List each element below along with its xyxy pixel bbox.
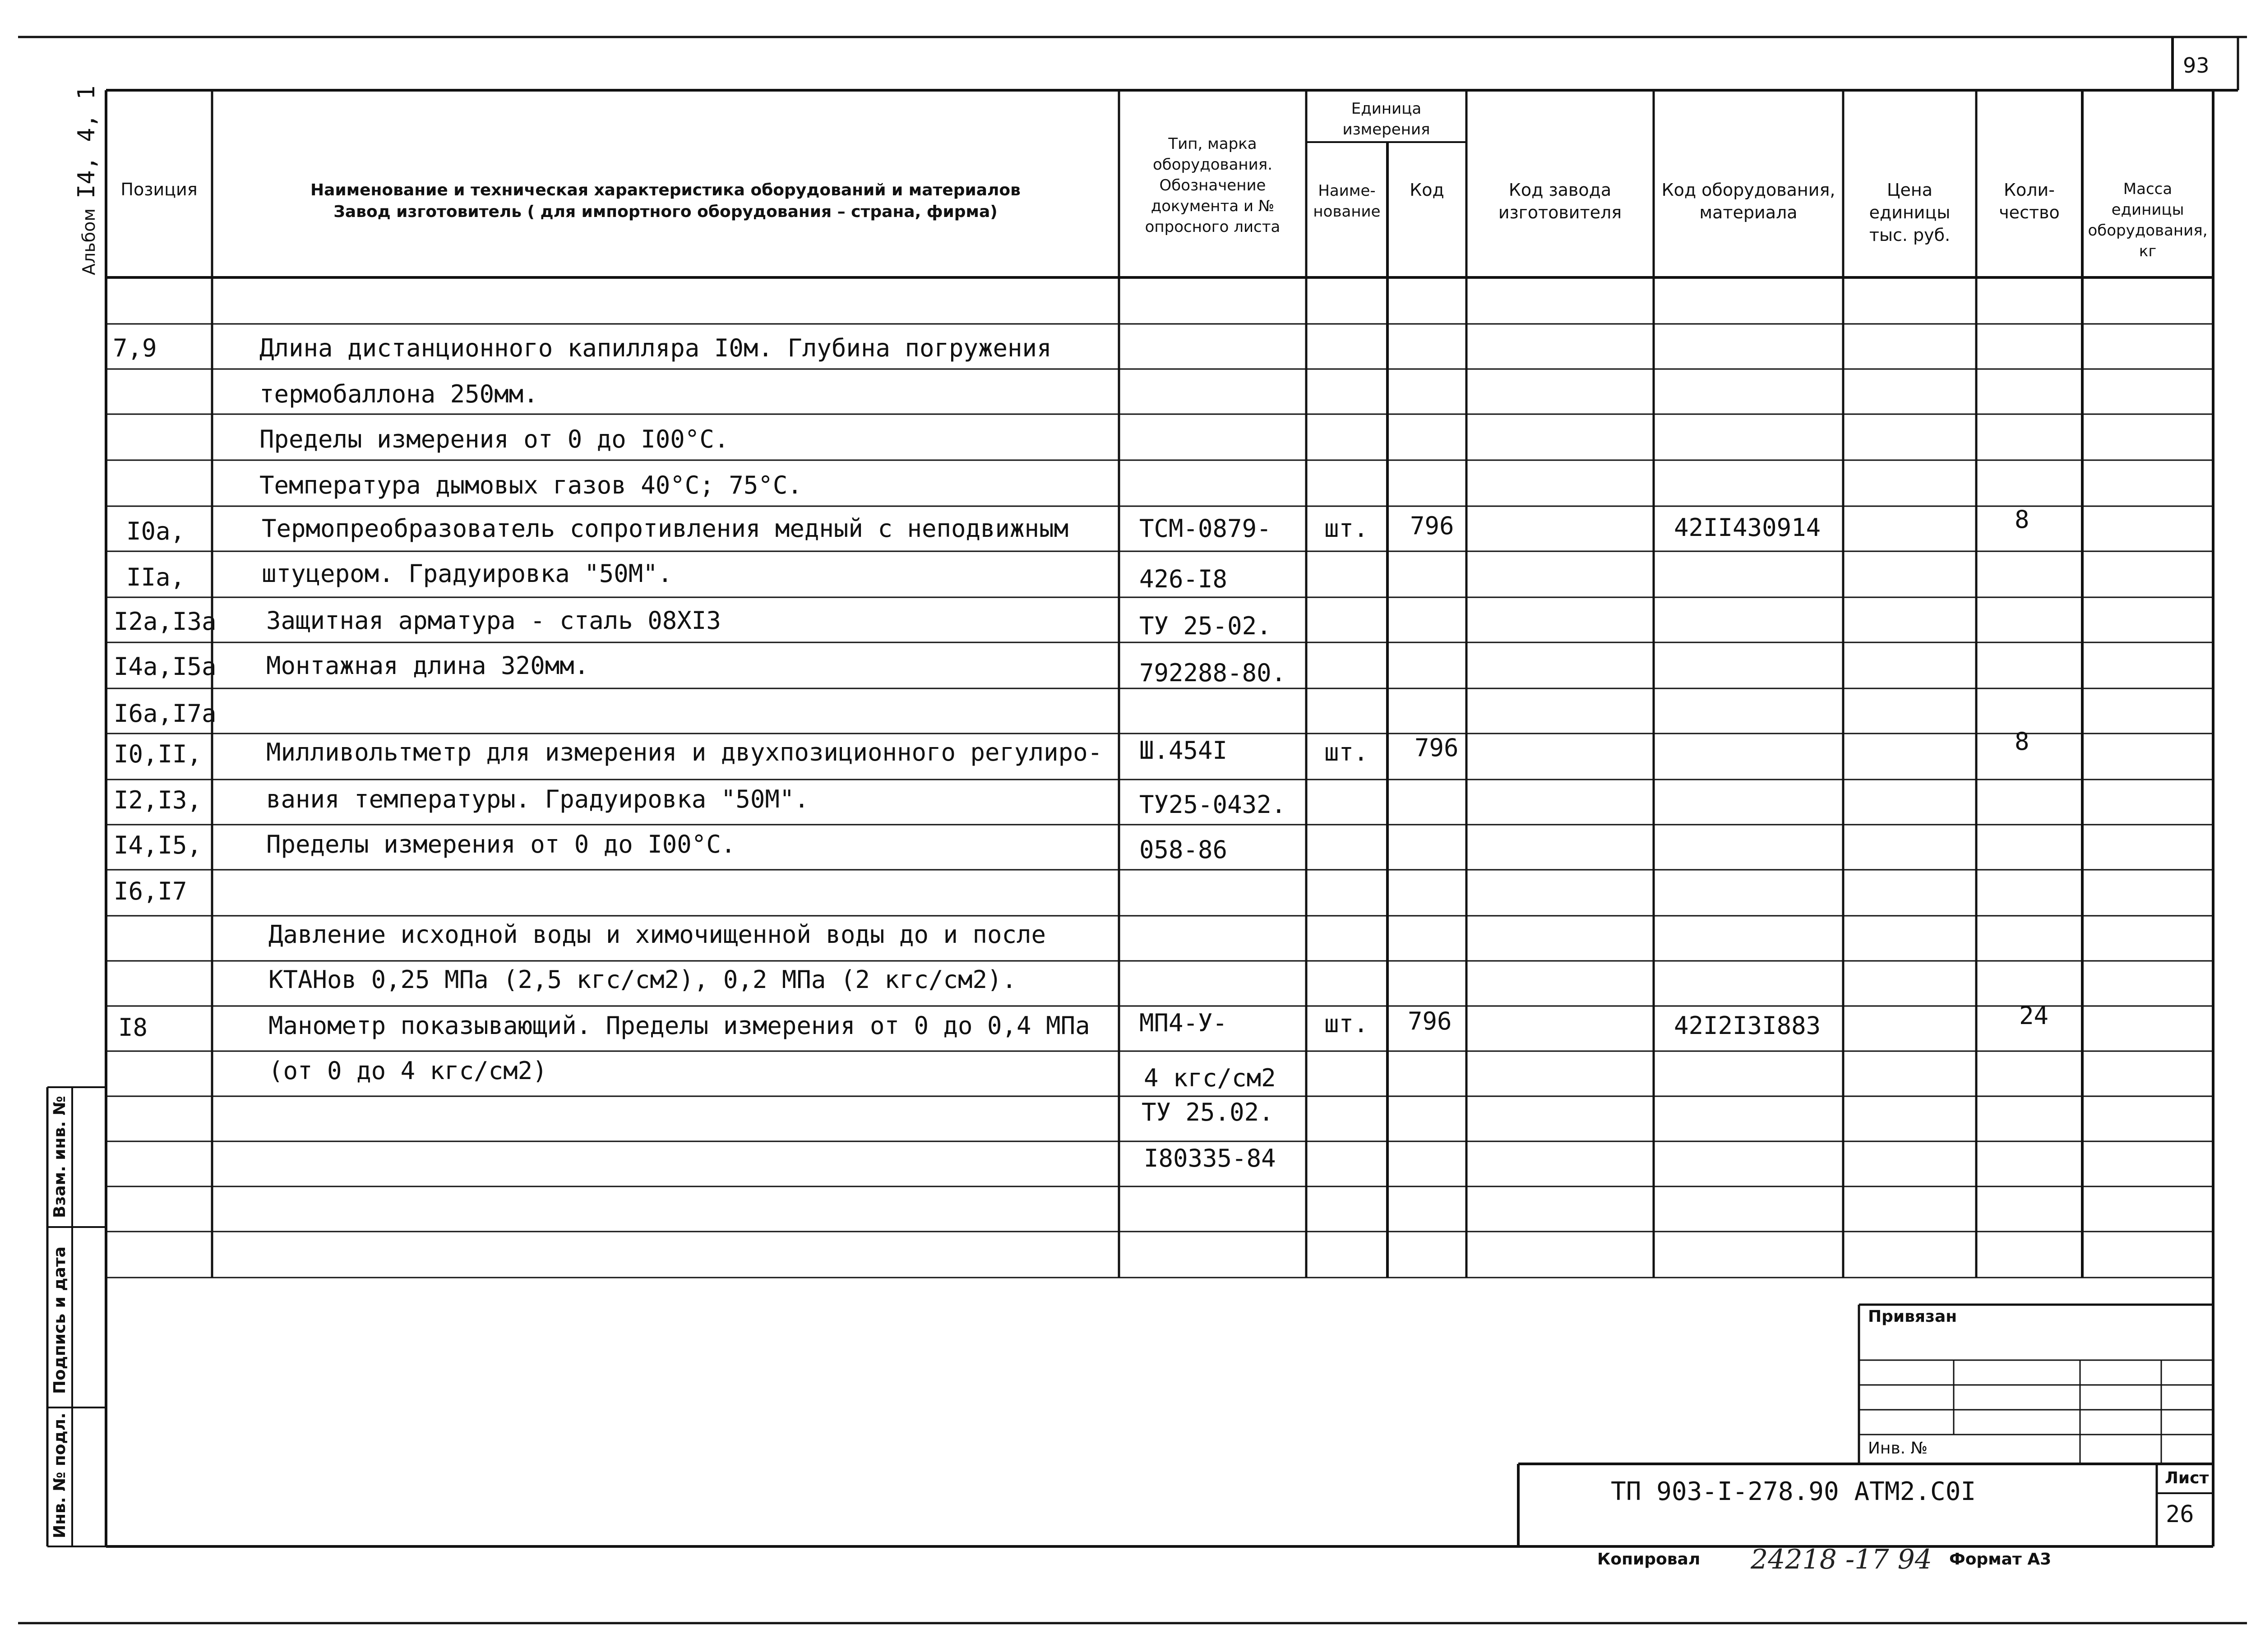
header-unit-line: измерения bbox=[1342, 120, 1430, 138]
row-name: Пределы измерения от 0 до I00°C. bbox=[266, 830, 736, 858]
header-name-line1: Наименование и техническая характеристика оборудований и материалов bbox=[310, 181, 1021, 199]
row-position: I0,II, bbox=[114, 740, 202, 768]
row-position: I8 bbox=[118, 1013, 148, 1042]
footer-handwritten-number: 24218 -17 94 bbox=[1751, 1544, 1932, 1575]
row-position: 7,9 bbox=[113, 334, 157, 362]
row-name: Защитная арматура - сталь 08ХI3 bbox=[266, 606, 721, 635]
row-unit: шт. bbox=[1324, 738, 1368, 766]
header-type-line: оборудования. bbox=[1152, 156, 1273, 174]
row-name: (от 0 до 4 кгс/см2) bbox=[268, 1057, 547, 1085]
header-price-line: единицы bbox=[1869, 203, 1951, 222]
row-position: IIa, bbox=[126, 563, 185, 591]
header-equip-line: материала bbox=[1699, 203, 1798, 222]
header-plant-line: Код завода bbox=[1508, 180, 1612, 200]
header-position: Позиция bbox=[120, 180, 198, 199]
header-equip-code bbox=[1654, 179, 1843, 224]
row-type: ТУ 25.02. bbox=[1142, 1098, 1274, 1126]
row-name: Температура дымовых газов 40°C; 75°C. bbox=[259, 471, 802, 499]
album-number: I4, 4, 1 bbox=[73, 85, 100, 198]
row-name: термобаллона 250мм. bbox=[259, 380, 538, 408]
row-type: Ш.454I bbox=[1139, 736, 1228, 765]
header-name bbox=[212, 180, 1119, 223]
row-equip-code: 42II430914 bbox=[1674, 513, 1821, 542]
header-unit-line: Единица bbox=[1351, 100, 1422, 118]
row-type: МП4-У- bbox=[1139, 1009, 1228, 1037]
row-name: Длина дистанционного капилляра I0м. Глубина погружения bbox=[259, 334, 1052, 362]
header-qty bbox=[1976, 179, 2082, 224]
header-mass-line: оборудования, bbox=[2088, 221, 2208, 240]
row-code: 796 bbox=[1408, 1007, 1452, 1035]
header-qty-line: чество bbox=[1999, 203, 2060, 222]
row-code: 796 bbox=[1415, 734, 1459, 762]
stamp-vzam-inv: Взам. инв. № bbox=[51, 1096, 69, 1218]
title-privyazan: Привязан bbox=[1868, 1307, 1957, 1326]
footer-format: Формат А3 bbox=[1949, 1550, 2052, 1569]
row-type: 426-I8 bbox=[1139, 565, 1228, 593]
header-plant-line: изготовителя bbox=[1498, 203, 1622, 222]
row-name: Давление исходной воды и химочищенной воды до и после bbox=[268, 920, 1046, 949]
header-price-line: Цена bbox=[1886, 180, 1932, 200]
header-equip-line: Код оборудования, bbox=[1661, 180, 1835, 200]
header-name-line2: Завод изготовитель ( для импортного оборудования – страна, фирма) bbox=[333, 203, 998, 221]
album-label: Альбом bbox=[79, 208, 99, 275]
header-price bbox=[1843, 179, 1976, 246]
header-type-line: опросного листа bbox=[1145, 218, 1281, 236]
row-name: Термопреобразователь сопротивления медный с неподвижным bbox=[262, 514, 1069, 543]
row-position: I4a,I5a bbox=[114, 652, 217, 681]
row-name: КТАНов 0,25 МПа (2,5 кгс/см2), 0,2 МПа (2 кгс/см2). bbox=[268, 965, 1017, 994]
header-type-line: Тип, марка bbox=[1168, 135, 1257, 153]
footer-copied: Копировал bbox=[1597, 1550, 1701, 1569]
header-mass-line: единицы bbox=[2111, 201, 2184, 219]
title-doc-code: ТП 903-I-278.90 АТМ2.С0I bbox=[1611, 1477, 1976, 1506]
row-position: I4,I5, bbox=[114, 831, 202, 859]
row-name: Монтажная длина 320мм. bbox=[266, 651, 589, 680]
row-name: Манометр показывающий. Пределы измерения от 0 до 0,4 МПа bbox=[268, 1011, 1090, 1040]
row-position: I6,I7 bbox=[114, 877, 187, 905]
row-position: I2,I3, bbox=[114, 786, 202, 814]
header-unit-group bbox=[1306, 98, 1466, 140]
row-position: I6a,I7a bbox=[114, 699, 217, 728]
header-qty-line: Коли- bbox=[2004, 180, 2055, 200]
page-number: 93 bbox=[2183, 53, 2210, 78]
stamp-podpis-data: Подпись и дата bbox=[51, 1246, 69, 1394]
row-qty: 8 bbox=[2015, 505, 2029, 534]
row-position: I2a,I3a bbox=[114, 607, 217, 636]
header-unit-name bbox=[1306, 180, 1387, 222]
stamp-inv-podl: Инв. № подл. bbox=[51, 1412, 69, 1538]
row-position: I0a, bbox=[126, 517, 185, 545]
title-inv-no: Инв. № bbox=[1868, 1439, 1928, 1458]
row-name: Милливольтметр для измерения и двухпозиционного регулиро- bbox=[266, 738, 1103, 766]
title-sheet-label: Лист bbox=[2165, 1469, 2209, 1487]
row-unit: шт. bbox=[1324, 1010, 1368, 1038]
row-code: 796 bbox=[1410, 512, 1454, 540]
row-name: штуцером. Градуировка "50М". bbox=[262, 559, 673, 588]
header-unit-name-line: нование bbox=[1313, 203, 1381, 221]
header-price-line: тыс. руб. bbox=[1869, 225, 1951, 245]
row-qty: 24 bbox=[2019, 1001, 2049, 1030]
header-mass bbox=[2082, 179, 2213, 262]
row-name: Пределы измерения от 0 до I00°C. bbox=[259, 425, 729, 453]
row-qty: 8 bbox=[2015, 727, 2029, 756]
row-unit: шт. bbox=[1324, 514, 1368, 543]
row-equip-code: 42I2I3I883 bbox=[1674, 1011, 1821, 1040]
row-type: ТУ25-0432. bbox=[1139, 790, 1286, 819]
header-type bbox=[1119, 134, 1306, 237]
header-type-line: Обозначение bbox=[1159, 176, 1266, 194]
title-sheet-number: 26 bbox=[2166, 1501, 2194, 1528]
header-mass-line: Масса bbox=[2123, 180, 2173, 198]
header-mass-line: кг bbox=[2139, 242, 2157, 260]
row-type: I80335-84 bbox=[1144, 1144, 1276, 1172]
row-type: ТУ 25-02. bbox=[1139, 612, 1271, 640]
row-type: 4 кгс/см2 bbox=[1144, 1064, 1276, 1092]
header-plant-code bbox=[1466, 179, 1654, 224]
row-name: вания температуры. Градуировка "50М". bbox=[266, 785, 809, 813]
header-unit-code: Код bbox=[1410, 180, 1444, 200]
row-type: ТСМ-0879- bbox=[1139, 514, 1271, 543]
row-type: 058-86 bbox=[1139, 835, 1228, 864]
header-type-line: документа и № bbox=[1151, 197, 1275, 215]
row-type: 792288-80. bbox=[1139, 659, 1286, 687]
header-unit-name-line: Наиме- bbox=[1318, 182, 1376, 200]
